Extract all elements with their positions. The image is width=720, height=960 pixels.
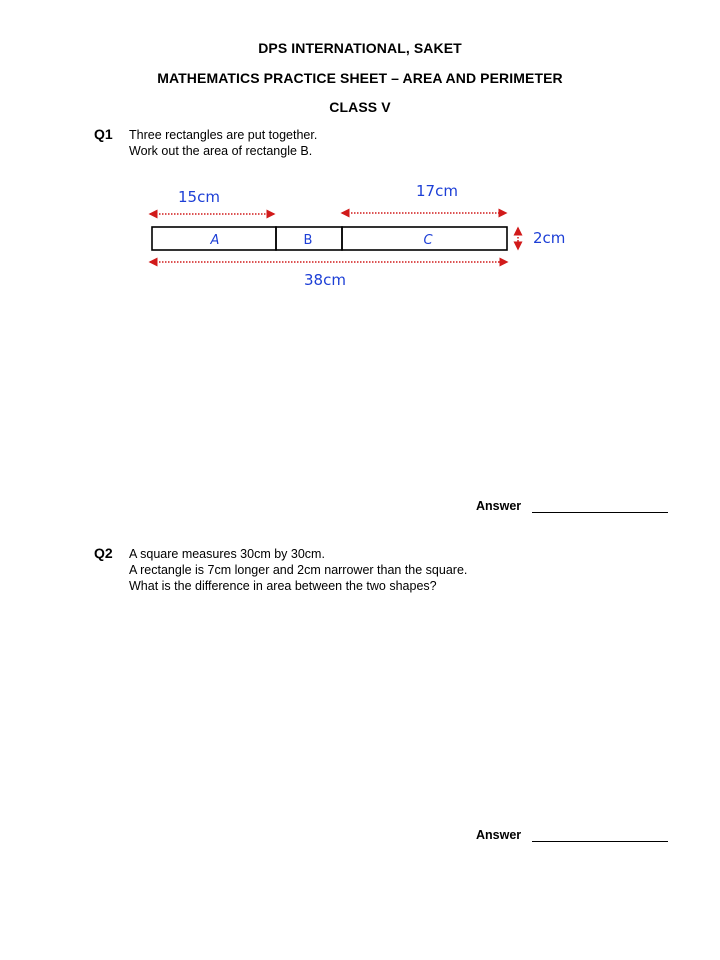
question-2-line-2: A rectangle is 7cm longer and 2cm narrower than the square. xyxy=(129,563,468,577)
question-1-line-2: Work out the area of rectangle B. xyxy=(129,144,313,158)
rectangle-c-label: C xyxy=(423,233,433,248)
question-2-answer-field[interactable] xyxy=(532,841,668,842)
sheet-title: MATHEMATICS PRACTICE SHEET – AREA AND PERIMETER xyxy=(157,70,563,86)
total-width-label: 38cm xyxy=(304,271,346,289)
school-name: DPS INTERNATIONAL, SAKET xyxy=(258,40,462,56)
width-label-a: 15cm xyxy=(178,188,220,206)
height-label: 2cm xyxy=(533,229,566,247)
question-2-line-1: A square measures 30cm by 30cm. xyxy=(129,547,325,561)
question-1-number: Q1 xyxy=(94,126,113,142)
question-2-answer-label: Answer xyxy=(476,828,522,842)
question-1-line-1: Three rectangles are put together. xyxy=(129,128,318,142)
question-2-line-3: What is the difference in area between the two shapes? xyxy=(129,579,437,593)
rectangle-b-label: B xyxy=(303,233,313,248)
rectangle-a-label: A xyxy=(210,233,220,248)
question-1-answer-label: Answer xyxy=(476,499,522,513)
class-label: CLASS V xyxy=(329,99,391,115)
width-label-c: 17cm xyxy=(416,182,458,200)
question-2-number: Q2 xyxy=(94,545,113,561)
question-1-answer-field[interactable] xyxy=(532,512,668,513)
